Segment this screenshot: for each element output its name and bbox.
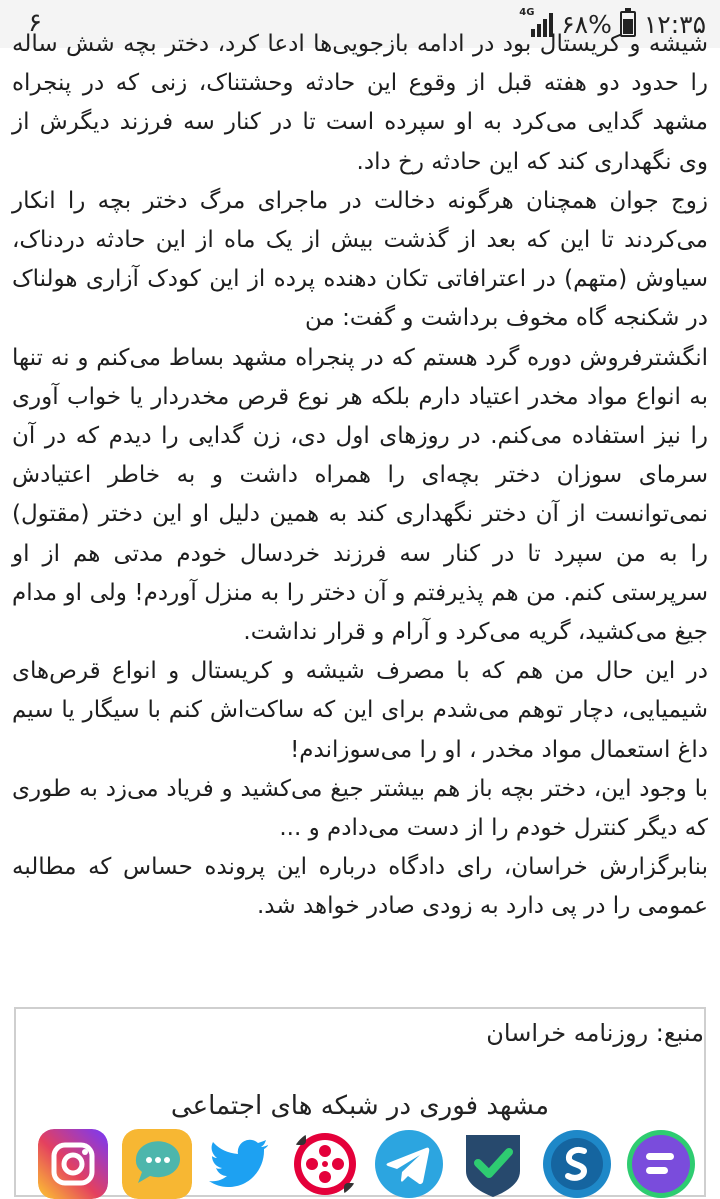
article-paragraph: بنابرگزارش خراسان، رای دادگاه درباره این پرونده حساس که مطالبه عمومی را در پی دارد به زودی صادر خواهد شد. <box>12 854 708 920</box>
telegram-icon[interactable] <box>374 1129 444 1199</box>
checkmark-shield-icon[interactable] <box>458 1129 528 1199</box>
twitter-icon[interactable] <box>206 1129 276 1199</box>
notification-count: ۶ <box>28 8 42 38</box>
eitaa-icon[interactable] <box>626 1129 696 1199</box>
article-paragraph: شیشه و کریستال بود در ادامه بازجویی‌ها ادعا کرد، دختر بچه شش ساله را حدود دو هفته قبل از وقوع این حادثه وحشتناک، زنی که در پنجراه مشهد گدایی می‌کرد به او سپرده است تا در کنار سه فرزند دیگرش از وی نگهداری کند که این حادثه رخ داد. <box>12 31 708 175</box>
chat-bubble-icon[interactable] <box>122 1129 192 1199</box>
instagram-icon[interactable] <box>38 1129 108 1199</box>
article-body <box>12 25 708 927</box>
soroush-icon[interactable] <box>542 1129 612 1199</box>
battery-percent: ۶۸% <box>561 9 612 39</box>
article-paragraph: زوج جوان همچنان هرگونه دخالت در ماجرای مرگ دختر بچه را انکار می‌کردند تا این که بعد از گذشت بیش از یک ماه از این حادثه دردناک، سیاوش (متهم) در اعترافاتی تکان دهنده پرده از این کودک آزاری هولناک در شکنجه گاه مخوف برداشت و گفت: من <box>12 187 708 332</box>
article-paragraph: انگشترفروش دوره گرد هستم که در پنجراه مشهد بساط می‌کنم و نه تنها به انواع مواد مخدر اعتیاد دارم بلکه هر نوع قرص مخدردار یا خواب آوری را نیز استفاده می‌کنم. در روزهای اول دی، زن گدایی را دیدم که در آن سرمای سوزان دختر بچه‌ای را همراه داشت و به خاطر اعتیادش نمی‌توانست از آن دختر نگهداری کند به همین دلیل او این دختر (مقتول) را به من سپرد تا در کنار سه فرزند خردسال خودم مدتی هم از او سرپرستی کنم. من هم پذیرفتم و آن دختر را به منزل آوردم! ولی او مدام جیغ می‌کشید، گریه می‌کرد و آرام و قرار نداشت. <box>12 344 708 646</box>
social-title: مشهد فوری در شبکه های اجتماعی <box>170 1091 550 1121</box>
article-paragraph: در این حال من هم که با مصرف شیشه و کریستال و انواع قرص‌های شیمیایی، دچار توهم می‌شدم برای این که ساکت‌اش کنم با سیگار یا سیم داغ استعمال مواد مخدر ، او را می‌سوزاندم! <box>12 658 708 763</box>
network-type: 4G <box>519 7 535 18</box>
aparat-icon[interactable] <box>290 1129 360 1199</box>
clock: ۱۲:۳۵ <box>643 9 706 39</box>
social-icons-row <box>38 1129 698 1199</box>
source-box <box>14 1007 706 1197</box>
article-paragraph: با وجود این، دختر بچه باز هم بیشتر جیغ می‌کشید و فریاد می‌زد به طوری که دیگر کنترل خودم را از دست می‌دادم و ... <box>12 775 708 842</box>
source-text: منبع: روزنامه خراسان <box>486 1019 704 1047</box>
